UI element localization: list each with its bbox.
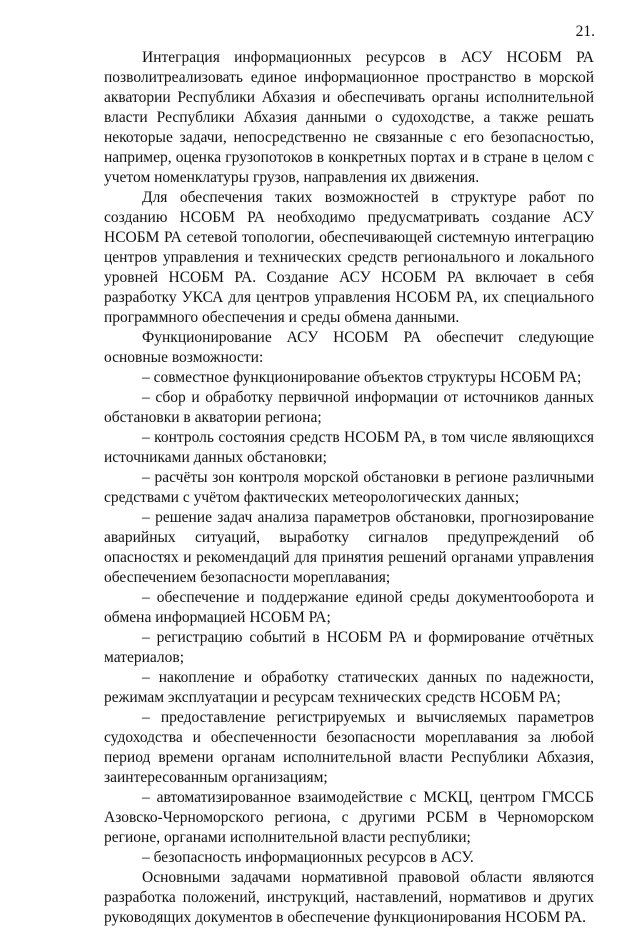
list-item: – обеспечение и поддержание единой среды документооборота и обмена информацией НСОБМ РА; — [104, 589, 594, 626]
page-number: 21. — [575, 23, 595, 40]
paragraph-capabilities-intro: Функционирование АСУ НСОБМ РА обеспечит следующие основные возможности: — [104, 329, 594, 366]
list-item: – совместное функционирование объектов структуры НСОБМ РА; — [142, 369, 582, 386]
list-item: – сбор и обработку первичной информации от источников данных обстановки в акватории региона; — [104, 389, 594, 426]
paragraph-closing: Основными задачами нормативной правовой области являются разработка положений, инструкций, наставлений, нормативов и других руководящих документов в обеспечение функционирования НСОБМ РА. — [104, 869, 594, 926]
list-item: – накопление и обработку статических данных по надежности, режимам эксплуатации и ресурсам технических средств НСОБМ РА; — [104, 669, 594, 706]
list-item: – автоматизированное взаимодействие с МСКЦ, центром ГМССБ Азовско-Черноморского региона, с другими РСБМ в Черноморском регионе, органами исполнительной власти республики; — [104, 789, 594, 846]
page-body — [104, 48, 594, 928]
list-item: – предоставление регистрируемых и вычисляемых параметров судоходства и обеспеченности безопасности мореплавания за любой период времени органам исполнительной власти Республики Абхазия, заинтересованным организациям; — [104, 709, 594, 786]
list-item: – контроль состояния средств НСОБМ РА, в том числе являющихся источниками данных обстановки; — [104, 429, 594, 466]
list-item: – решение задач анализа параметров обстановки, прогнозирование аварийных ситуаций, выработку сигналов предупреждений об опасностях и рекомендаций для принятия решений органами управления обеспечением безопасности мореплавания; — [104, 509, 594, 586]
list-item: – безопасность информационных ресурсов в АСУ. — [142, 849, 474, 866]
paragraph-integration: Интеграция информационных ресурсов в АСУ НСОБМ РА позволитреализовать единое информационное пространство в морской акватории Республики Абхазия и обеспечивать органы исполнительной власти Республики Абхазия данными о судоходстве, а также решать некоторые задачи, непосредственно не связанные с его безопасностью, например, оценка грузопотоков в конкретных портах и в стране в целом с учетом номенклатуры грузов, направления их движения. — [104, 49, 594, 186]
capabilities-list — [104, 368, 594, 868]
list-item: – регистрацию событий в НСОБМ РА и формирование отчётных материалов; — [104, 629, 594, 666]
list-item: – расчёты зон контроля морской обстановки в регионе различными средствами с учётом фактических метеорологических данных; — [104, 469, 594, 506]
paragraph-topology: Для обеспечения таких возможностей в структуре работ по созданию НСОБМ РА необходимо предусматривать создание АСУ НСОБМ РА сетевой топологии, обеспечивающей системную интеграцию центров управления и технических средств регионального и локального уровней НСОБМ РА. Создание АСУ НСОБМ РА включает в себя разработку УКСА для центров управления НСОБМ РА, их специального программного обеспечения и среды обмена данными. — [104, 189, 594, 326]
